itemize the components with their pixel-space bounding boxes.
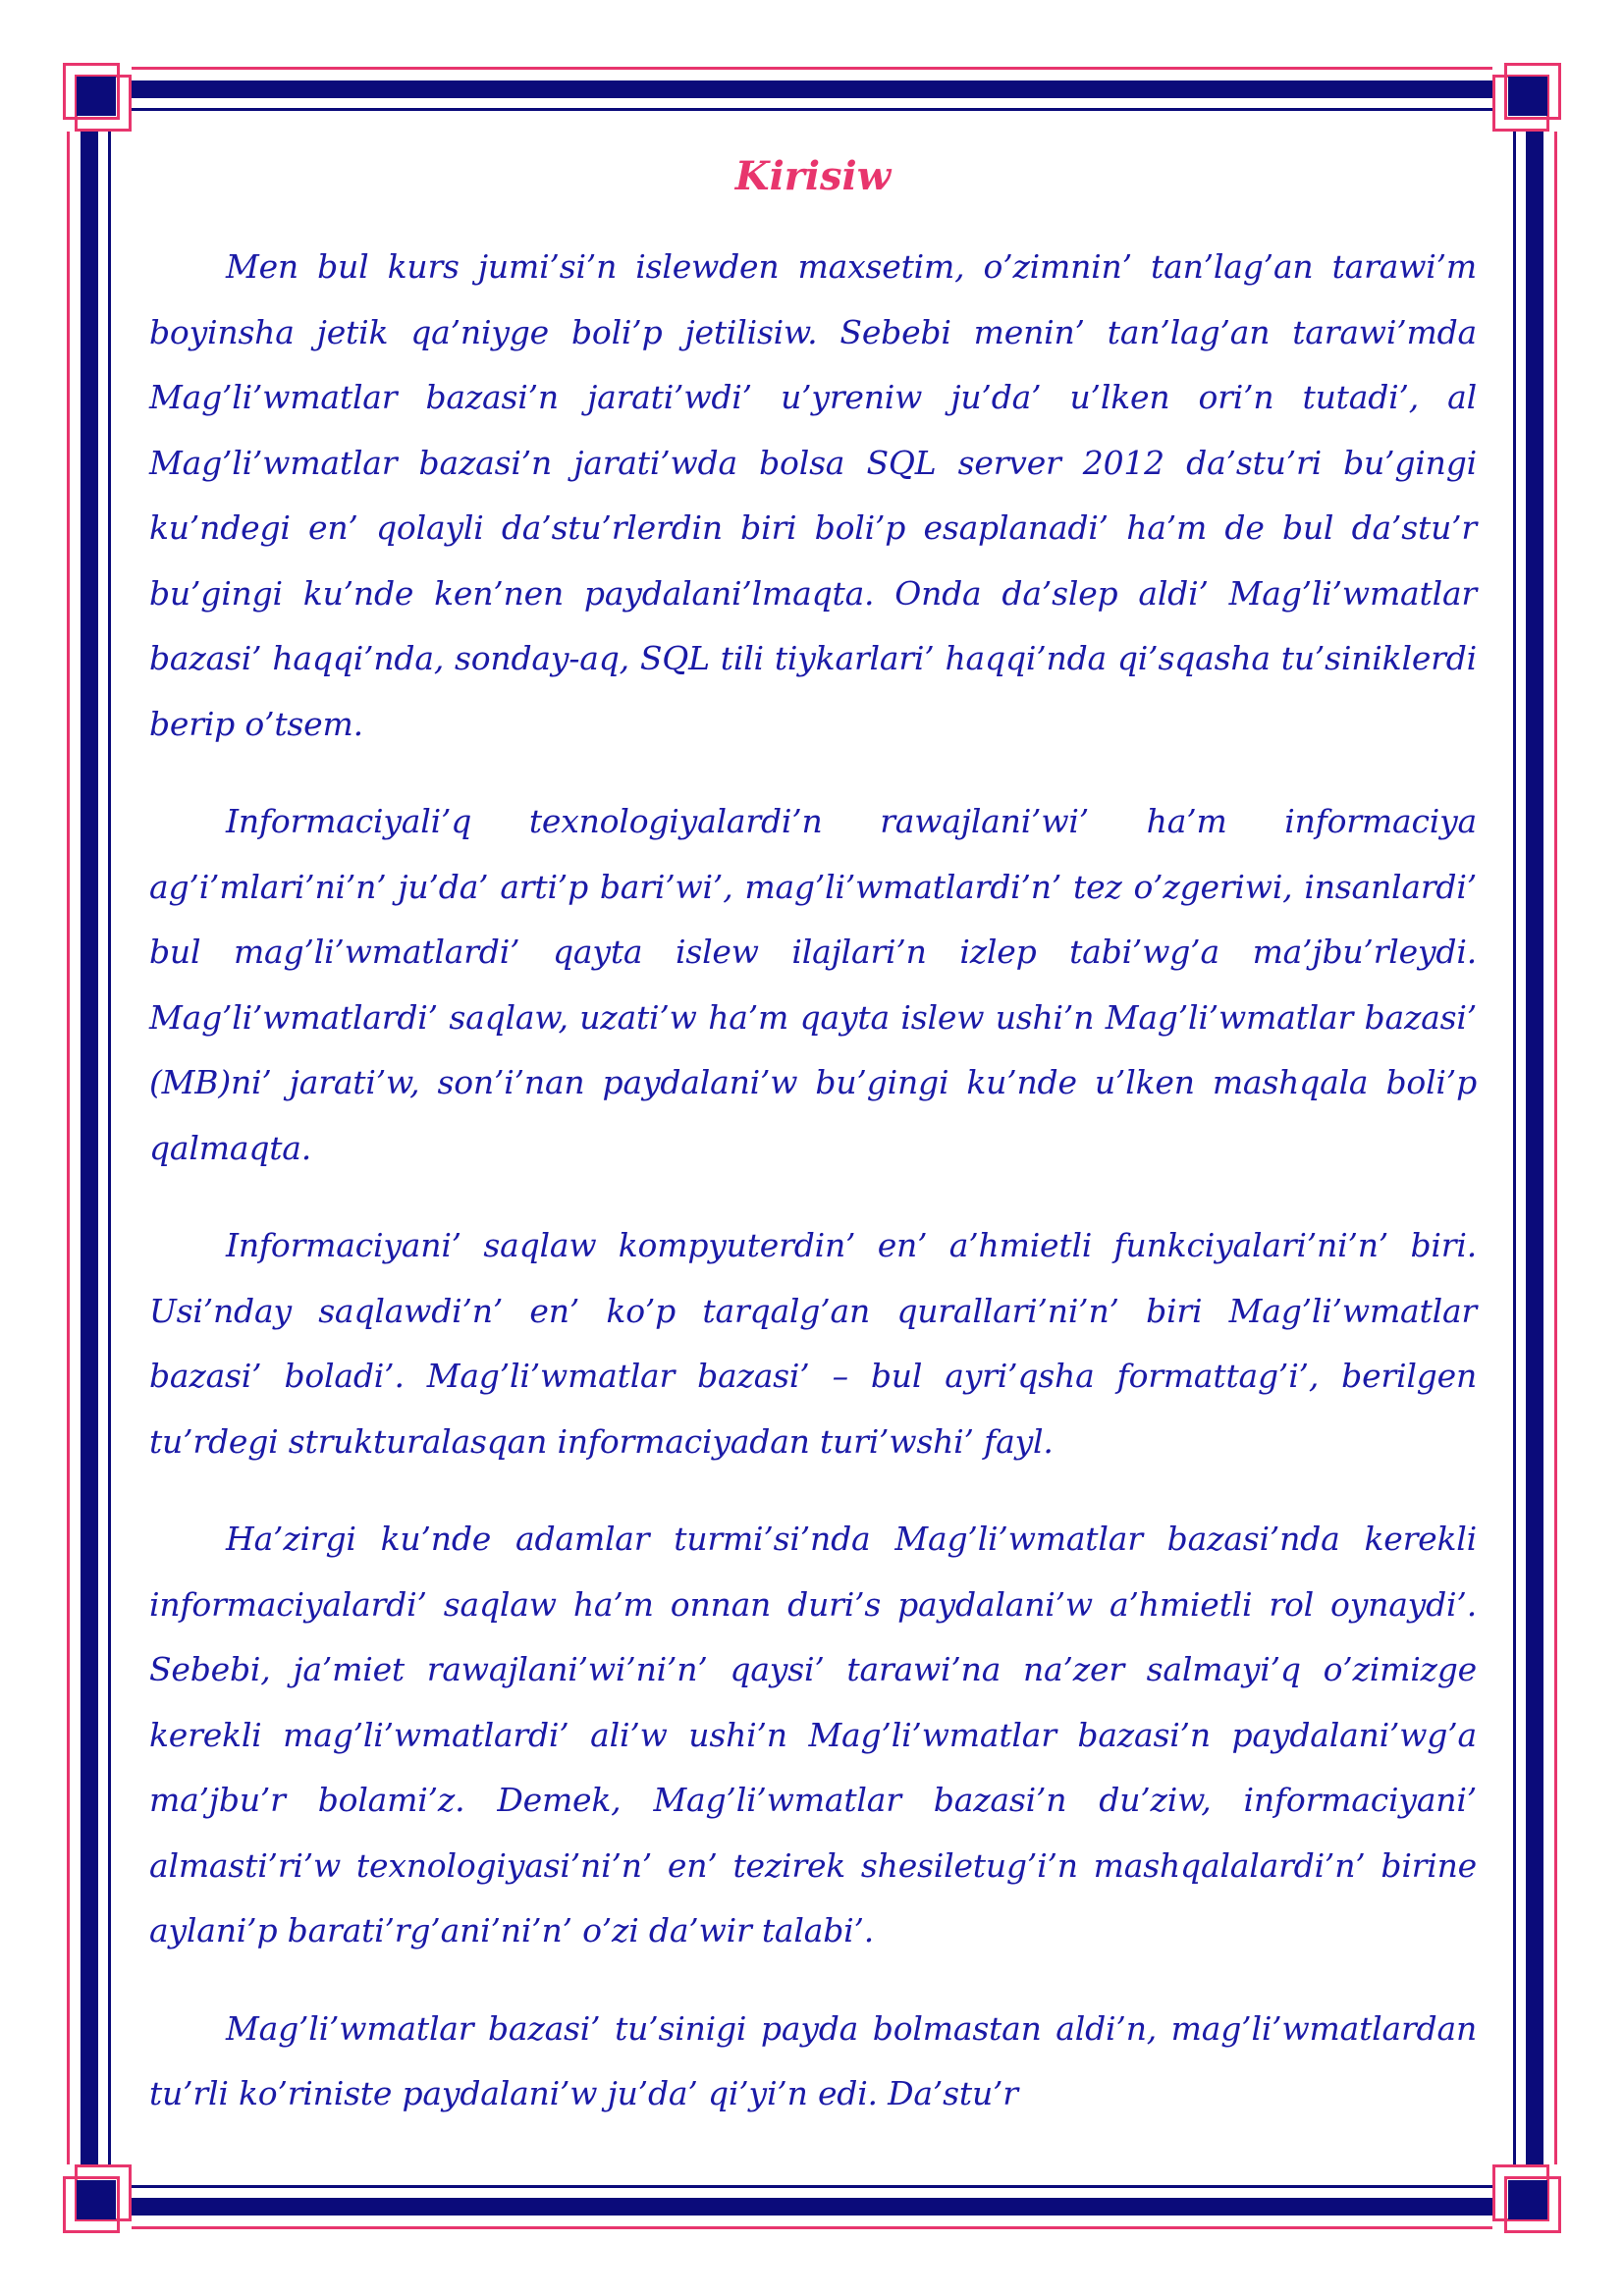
paragraph-1: Men bul kurs jumi’si’n islewden maxsetim, o’zimnin’ tan’lag’an tarawi’m boyinsha jetik qa’niyge boli’p jetilisiw. Sebebi menin’ tan’lag’an tarawi’mda Mag’li’wmatlar bazasi’n jarati’wdi’ u’yreniw ju’da’ u’lken ori’n tutadi’, al Mag’li’wmatlar bazasi’n jarati’wda bolsa SQL server 2012 da’stu’ri bu’gingi ku’ndegi en’ qolayli da’stu’rlerdin biri boli’p esaplanadi’ ha’m de bul da’stu’r bu’gingi ku’nde ken’nen paydalani’lmaqta. Onda da’slep aldi’ Mag’li’wmatlar bazasi’ haqqi’nda, sonday-aq, SQL tili tiykarlari’ haqqi’nda qi’sqasha tu’siniklerdi berip o’tsem. [149, 247, 1477, 743]
corner-ornament-top-right [1492, 63, 1561, 132]
paragraph-4: Ha’zirgi ku’nde adamlar turmi’si’nda Mag’li’wmatlar bazasi’nda kerekli informaciyalardi’ saqlaw ha’m onnan duri’s paydalani’w a’hmietli rol oynaydi’. Sebebi, ja’miet rawajlani’wi’ni’n’ qaysi’ tarawi’na na’zer salmayi’q o’zimizge kerekli mag’li’wmatlardi’ ali’w ushi’n Mag’li’wmatlar bazasi’n paydalani’wg’a ma’jbu’r bolami’z. Demek, Mag’li’wmatlar bazasi’n du’ziw, informaciyani’ almasti’ri’w texnologiyasi’ni’n’ en’ tezirek shesiletug’i’n mashqalalardi’n’ birine aylani’p barati’rg’ani’ni’n’ o’zi da’wir talabi’. [149, 1520, 1477, 1949]
paragraph-3: Informaciyani’ saqlaw kompyuterdin’ en’ a’hmietli funkciyalari’ni’n’ biri. Usi’nday saqlawdi’n’ en’ ko’p tarqalg’an qurallari’ni’n’ biri Mag’li’wmatlar bazasi’ boladi’. Mag’li’wmatlar bazasi’ – bul ayri’qsha formattag’i’, berilgen tu’rdegi strukturalasqan informaciyadan turi’wshi’ fayl. [149, 1226, 1477, 1461]
page-title: Kirisiw [734, 153, 892, 199]
page-content [149, 147, 1477, 2160]
paragraph-2: Informaciyali’q texnologiyalardi’n rawajlani’wi’ ha’m informaciya ag’i’mlari’ni’n’ ju’da’ arti’p bari’wi’, mag’li’wmatlardi’n’ tez o’zgeriwi, insanlardi’ bul mag’li’wmatlardi’ qayta islew ilajlari’n izlep tabi’wg’a ma’jbu’rleydi. Mag’li’wmatlardi’ saqlaw, uzati’w ha’m qayta islew ushi’n Mag’li’wmatlar bazasi’ (MB)ni’ jarati’w, son’i’nan paydalani’w bu’gingi ku’nde u’lken mashqala boli’p qalmaqta. [149, 802, 1477, 1167]
corner-ornament-bottom-right [1492, 2164, 1561, 2233]
paragraph-5: Mag’li’wmatlar bazasi’ tu’sinigi payda bolmastan aldi’n, mag’li’wmatlardan tu’rli ko’riniste paydalani’w ju’da’ qi’yi’n edi. Da’stu’r [149, 2008, 1477, 2112]
corner-ornament-top-left [63, 63, 132, 132]
corner-ornament-bottom-left [63, 2164, 132, 2233]
